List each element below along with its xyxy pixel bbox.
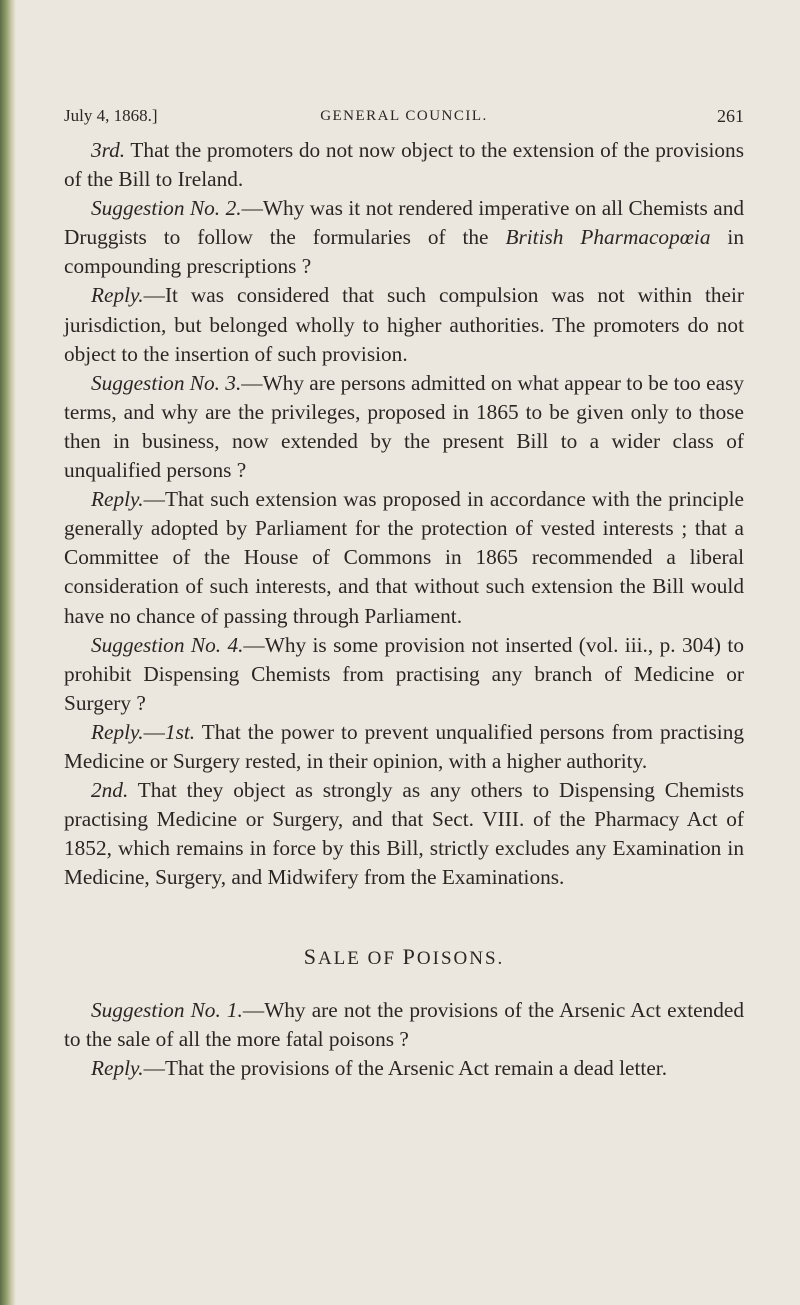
page-number: 261: [717, 106, 744, 126]
paragraph-text: —Why are not the provisions of the Arsenic Act extended to the sale of all the more fatal poisons ?: [64, 997, 745, 1051]
paragraph: [64, 485, 744, 630]
paragraph-lead: Reply.: [91, 283, 144, 308]
paragraph: [64, 996, 744, 1054]
paragraph-text: That they object as strongly as any others to Dispensing Chemists practising Medicine or Surgery, and that Sect. VIII. of the Pharmacy Act of 1852, which remains in force by this Bill, strictly excludes any Examination in Medicine, Surgery, and Midwifery from the Examinations.: [64, 778, 744, 890]
paragraph: [64, 1054, 744, 1083]
page: [64, 106, 744, 1083]
header-date: July 4, 1868.]: [64, 106, 158, 125]
book-spine-edge: [0, 0, 16, 1305]
paragraph-text: —: [143, 719, 165, 744]
paragraph-text: —That the provisions of the Arsenic Act remain a dead letter.: [143, 1055, 668, 1080]
paragraph-text: —Why is some provision not inserted (vol. iii., p. 304) to prohibit Dispensing Chemists from practising any branch of Medicine or Surgery ?: [64, 632, 744, 715]
paragraph: [64, 136, 744, 194]
paragraph-text: —It was considered that such compulsion was not within their jurisdiction, but belonged wholly to higher authorities. The promoters do not object to the insertion of such provision.: [64, 283, 744, 366]
paragraph-lead: Reply.: [91, 719, 144, 744]
paragraph-lead: 2nd.: [91, 778, 129, 803]
paragraph: [64, 369, 744, 485]
paragraph: [64, 194, 744, 281]
paragraph-lead: 3rd.: [91, 138, 126, 162]
paragraph-text: That the promoters do not now object to the extension of the provisions of the Bill to Ireland.: [64, 138, 744, 192]
body-text: [64, 136, 744, 1083]
paragraph-tail: That the power to prevent unqualified persons from practising Medicine or Surgery rested, in their opinion, with a higher authority.: [64, 719, 744, 773]
paragraph-lead: Reply.: [91, 1055, 144, 1080]
paragraph-tail: in compounding prescriptions ?: [64, 225, 744, 279]
paragraph: [64, 631, 744, 718]
paragraph: [64, 718, 744, 776]
header-title: GENERAL COUNCIL.: [320, 108, 488, 124]
paragraph: [64, 281, 744, 368]
paragraph-lead: Suggestion No. 4.: [91, 632, 244, 657]
paragraph-text: —That such extension was proposed in accordance with the principle generally adopted by Parliament for the protection of vested interests ; that a Committee of the House of Commons in 1865 recommended a liberal consideration of such interests, and that without such extension the Bill would have no chance of passing through Parliament.: [64, 487, 744, 628]
paragraph-lead: Reply.: [91, 487, 144, 512]
paragraph-text: —Why are persons admitted on what appear to be too easy terms, and why are the privileges, proposed in 1865 to be given only to those then in business, now extended by the present Bill to a wider class of unqualified persons ?: [64, 370, 745, 483]
paragraph: [64, 776, 744, 892]
paragraph-lead: Suggestion No. 2.: [91, 196, 242, 221]
section-heading: SALE OF POISONS.: [303, 944, 505, 970]
paragraph-lead: Suggestion No. 1.: [91, 997, 243, 1022]
paragraph-italic: British Pharmacopœia: [505, 225, 711, 250]
running-head: [64, 106, 744, 136]
paragraph-text: —Why was it not rendered imperative on all Chemists and Druggists to follow the formularies of the: [64, 196, 744, 250]
paragraph-italic: 1st.: [164, 719, 196, 744]
paragraph-lead: Suggestion No. 3.: [91, 370, 242, 395]
